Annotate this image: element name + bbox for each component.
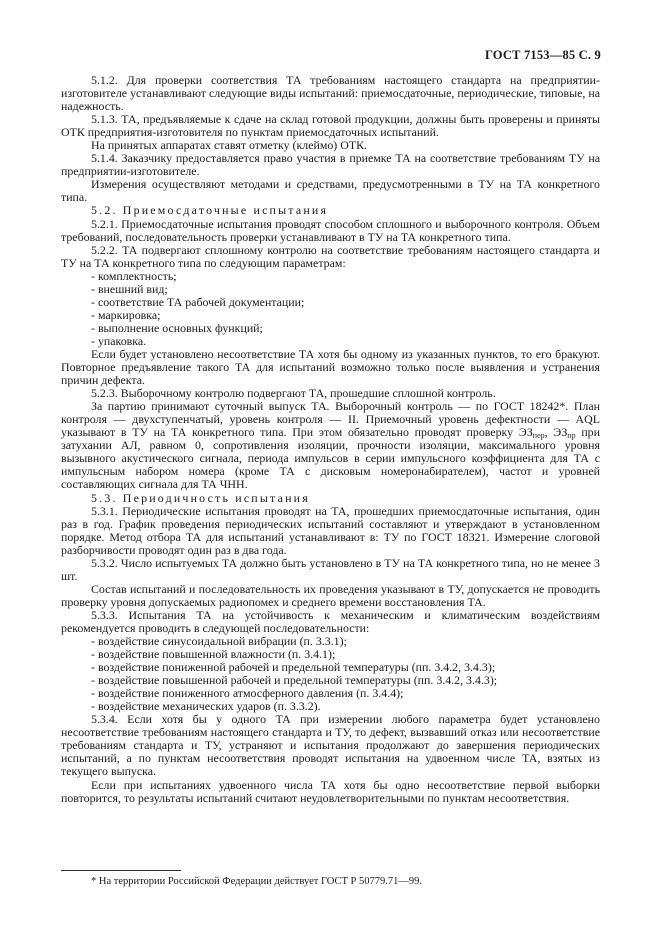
subscript: пр — [567, 431, 576, 441]
list-item: - воздействие повышенной влажности (п. 3.4.1); — [91, 648, 600, 661]
paragraph: Если при испытаниях удвоенного числа ТА хотя бы одно несоответствие первой выборки повторится, то результаты испытаний считают неудовлетворительными по пунктам несоответствия. — [61, 777, 600, 805]
list-item: - воздействие повышенной рабочей и предельной температуры (пп. 3.4.2, 3.4.3); — [91, 674, 600, 687]
paragraph: На принятых аппаратах ставят отметку (клеймо) ОТК. — [91, 138, 367, 153]
text-run: За партию принимают суточный выпуск ТА. Выборочный контроль — по ГОСТ 18242*. План контроля — двухступенчатый, уровень контроля — II. Приемочный уровень дефектности — AQL указывают в ТУ на ТА конкретного типа. При этом обязательно проводят проверку ЭЗ — [61, 399, 600, 440]
paragraph-5-2-1: 5.2.1. Приемосдаточные испытания проводят способом сплошного и выборочного контроля. Объем требований, последовательность проверки устанавливают в ТУ на ТА конкретного типа. — [61, 216, 600, 244]
test-sequence-list — [61, 635, 600, 713]
paragraph-5-2-2: 5.2.2. ТА подвергают сплошному контролю на соответствие требованиям настоящего стандарта и ТУ на ТА конкретного типа по следующим параметрам: — [61, 242, 600, 270]
list-item: - комплектность; — [91, 270, 600, 283]
paragraph-sampling — [61, 400, 600, 491]
list-item: - соответствие ТА рабочей документации; — [91, 296, 600, 309]
subscript: пер — [532, 431, 545, 441]
paragraph-5-2-3: 5.2.3. Выборочному контролю подвергают ТА, прошедшие сплошной контроль. — [91, 386, 496, 401]
footnote-divider — [61, 870, 181, 871]
paragraph-5-1-4: 5.1.4. Заказчику предоставляется право участия в приемке ТА на соответствие требованиям ТУ на предприятии-изготовителе. — [61, 151, 600, 179]
footnote: * На территории Российской Федерации действует ГОСТ Р 50779.71—99. — [91, 876, 422, 887]
list-item: - маркировка; — [91, 309, 600, 322]
list-item: - воздействие пониженной рабочей и предельной температуры (пп. 3.4.2, 3.4.3); — [91, 661, 600, 674]
text-run: при затухании АЛ, равном 0, сопротивления изоляции, прочности изоляции, максимального уровня вызывного акустического сигнала, периода импульсов в серии импульсного коэффициента для ТА с импульсным набором номера (кроме ТА с дисковым номеронабирателем), частот и уровней составляющих сигнала для ТА ЧНН. — [61, 425, 600, 492]
list-item: - воздействие синусоидальной вибрации (п. 3.3.1); — [91, 635, 600, 648]
list-item: - выполнение основных функций; — [91, 322, 600, 335]
list-item: - внешний вид; — [91, 283, 600, 296]
list-item: - воздействие механических ударов (п. 3.3.2). — [91, 700, 600, 713]
paragraph-5-3-2: 5.3.2. Число испытуемых ТА должно быть установлено в ТУ на ТА конкретного типа, но не менее 3 шт. — [61, 555, 600, 583]
section-heading-5-3: 5.3. Периодичность испытания — [91, 490, 310, 505]
paragraph: Состав испытаний и последовательность их проведения указывают в ТУ, допускается не проводить проверку уровня допускаемых радиопомех и среднего времени восстановления ТА. — [61, 581, 600, 609]
paragraph-5-1-2: 5.1.2. Для проверки соответствия ТА требованиям настоящего стандарта на предприятии-изготовителе устанавливают следующие виды испытаний: приемосдаточные, периодические, типовые, на надежность. — [61, 73, 600, 114]
text-run: , ЭЗ — [544, 425, 568, 440]
paragraph-5-3-1: 5.3.1. Периодические испытания проводят на ТА, прошедших приемосдаточные испытания, один раз в год. График проведения периодических испытаний составляют и утверждают в установленном порядке. Метод отбора ТА для испытаний устанавливают в: ТУ по ГОСТ 18321. Измерение слоговой разборчивости проводят один раз в два года. — [61, 503, 600, 557]
list-item: - воздействие пониженного атмосферного давления (п. 3.4.4); — [91, 687, 600, 700]
paragraph-5-1-3: 5.1.3. ТА, предъявляемые к сдаче на склад готовой продукции, должны быть проверены и приняты ОТК предприятия-изготовителя по пунктам приемосдаточных испытаний. — [61, 112, 600, 140]
paragraph-5-3-4: 5.3.4. Если хотя бы у одного ТА при измерении любого параметра будет установлено несоответствие требованиям настоящего стандарта и ТУ, то дефект, вызвавший отказ или несоответствие требованиям стандарта и ТУ, устраняют и испытания продолжают до завершения периодических испытаний, а по пунктам несоответствия проводят испытания на удвоенном числе ТА, взятых из текущего выпуска. — [61, 712, 600, 779]
paragraph: Измерения осуществляют методами и средствами, предусмотренными в ТУ на ТА конкретного типа. — [61, 177, 600, 205]
paragraph: Если будет установлено несоответствие ТА хотя бы одному из указанных пунктов, то его бракуют. Повторное предъявление такого ТА для испытаний возможно только после выявления и устранения причин дефекта. — [61, 346, 600, 388]
section-heading-5-2: 5.2. Приемосдаточные испытания — [91, 203, 329, 218]
document-body — [61, 74, 600, 805]
paragraph-5-3-3: 5.3.3. Испытания ТА на устойчивость к механическим и климатическим воздействиям рекомендуется проводить в следующей последовательности: — [61, 607, 600, 635]
list-item: - упаковка. — [91, 335, 600, 348]
parameter-list — [61, 270, 600, 348]
page-header: ГОСТ 7153—85 С. 9 — [484, 48, 601, 62]
